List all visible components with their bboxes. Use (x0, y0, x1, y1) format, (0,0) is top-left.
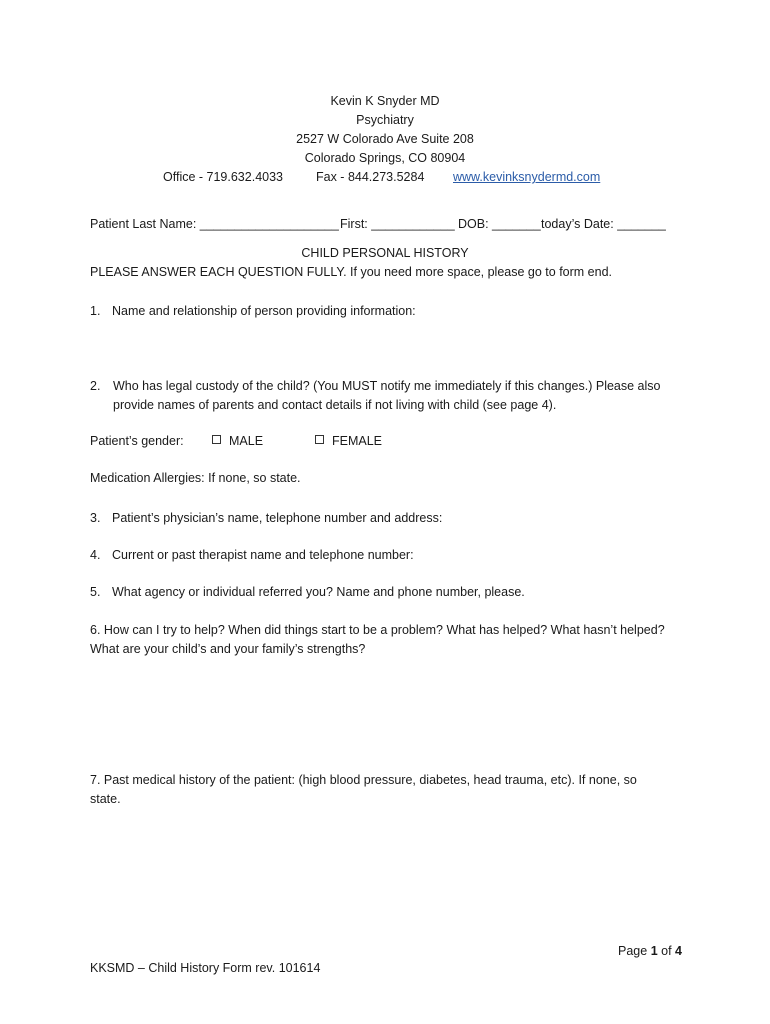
office-phone: Office - 719.632.4033 (163, 170, 283, 184)
question-3 (90, 509, 690, 528)
form-title: CHILD PERSONAL HISTORY (301, 246, 469, 260)
address-line-2: Colorado Springs, CO 80904 (304, 151, 466, 165)
question-3-text: Patient’s physician’s name, telephone number and address: (112, 511, 443, 525)
form-instructions: PLEASE ANSWER EACH QUESTION FULLY. If you need more space, please go to form end. (90, 265, 612, 279)
question-4-text: Current or past therapist name and telephone number: (112, 548, 414, 562)
question-7: 7. Past medical history of the patient: (high blood pressure, diabetes, head trauma, etc). If none, so state. (90, 773, 637, 806)
question-2-number: 2. (90, 379, 101, 393)
page-of: of (661, 944, 672, 958)
question-2-text: Who has legal custody of the child? (You MUST notify me immediately if this changes.) Please also provide names of parents and contact details if not living with child (see page 4). (113, 379, 661, 412)
specialty: Psychiatry (356, 113, 414, 127)
female-checkbox-icon[interactable] (315, 435, 324, 444)
gender-label: Patient’s gender: (90, 434, 184, 448)
page-number (618, 944, 682, 958)
question-2 (90, 377, 690, 415)
question-5-number: 5. (90, 585, 101, 599)
question-5-text: What agency or individual referred you? Name and phone number, please. (112, 585, 525, 599)
female-label: FEMALE (332, 434, 383, 448)
doctor-name: Kevin K Snyder MD (330, 94, 440, 108)
first-name-field: First: ____________ (340, 217, 455, 231)
male-option[interactable] (212, 434, 263, 448)
male-checkbox-icon[interactable] (212, 435, 221, 444)
question-3-number: 3. (90, 511, 101, 525)
dob-field: DOB: _______ (458, 217, 541, 231)
female-option[interactable] (315, 434, 382, 448)
medication-allergies: Medication Allergies: If none, so state. (90, 471, 301, 485)
question-6: 6. How can I try to help? When did things start to be a problem? What has helped? What hasn’t helped? What are your child’s and your family’s strengths? (90, 623, 665, 656)
address-line-1: 2527 W Colorado Ave Suite 208 (296, 132, 474, 146)
patient-last-name-field: Patient Last Name: ____________________ (90, 217, 339, 231)
website-link[interactable]: www.kevinksnydermd.com (453, 170, 601, 184)
question-1-text: Name and relationship of person providing information: (112, 304, 416, 318)
page-current: 1 (650, 944, 658, 958)
question-1-number: 1. (90, 304, 101, 318)
todays-date-field: today’s Date: _______ (541, 217, 666, 231)
fax-number: Fax - 844.273.5284 (316, 170, 425, 184)
form-identifier: KKSMD – Child History Form rev. 101614 (90, 961, 321, 975)
question-4-number: 4. (90, 548, 101, 562)
question-5 (90, 583, 690, 602)
page-prefix: Page (618, 944, 648, 958)
question-1 (90, 302, 690, 321)
male-label: MALE (229, 434, 264, 448)
page-total: 4 (675, 944, 682, 958)
question-4 (90, 546, 690, 565)
